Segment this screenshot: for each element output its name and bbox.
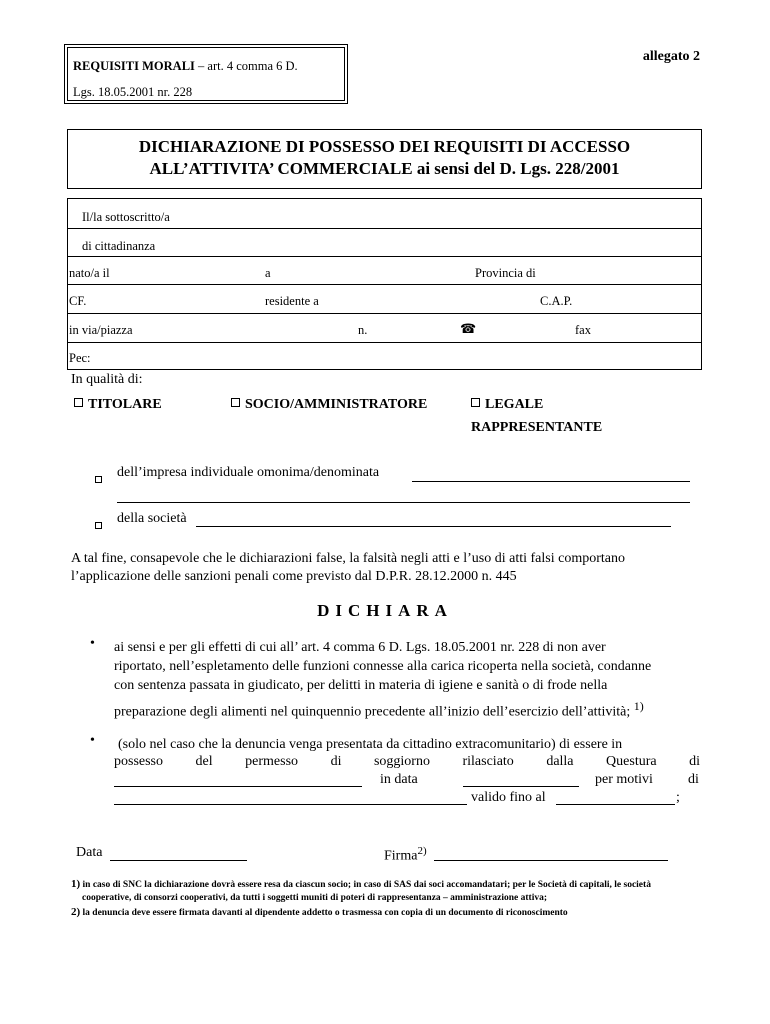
fax-field[interactable]: fax (575, 323, 591, 337)
bullet-icon: • (90, 636, 95, 651)
impresa-label: dell’impresa individuale omonima/denominata (117, 465, 380, 480)
page-title: DICHIARAZIONE DI POSSESSO DEI REQUISITI DI ACCESSO ALL’ATTIVITA’ COMMERCIALE ai sensi del D. Lgs. 228/2001 (138, 137, 631, 178)
qualita-label: In qualità di: (71, 372, 143, 387)
consapevole-line2: l’applicazione delle sanzioni penali come previsto dal D.P.R. 28.12.2000 n. 445 (71, 569, 517, 584)
checkbox-icon (95, 522, 102, 529)
socio-checkbox[interactable]: SOCIO/AMMINISTRATORE (231, 397, 427, 413)
legale-checkbox-label2: RAPPRESENTANTE (471, 420, 603, 435)
requisiti-line1: REQUISITI MORALI – art. 4 comma 6 D. (73, 59, 298, 73)
firma-line[interactable] (434, 860, 668, 861)
requisiti-box (64, 44, 348, 104)
checkbox-icon (471, 398, 480, 407)
bullet2-l1: (solo nel caso che la denuncia venga presentata da cittadino extracomunitario) di essere in (118, 737, 623, 752)
title-box (67, 129, 702, 189)
bullet2-l2: possesso del permesso di soggiorno rilasciato dalla Questura di (114, 754, 700, 769)
bullet1-l4: preparazione degli alimenti nel quinquennio precedente all’inizio dell’esercizio dell’attività; $^{1)}$ (114, 699, 644, 720)
numero-field[interactable]: n. (358, 323, 368, 337)
di-label: di (688, 772, 699, 787)
societa-checkbox[interactable] (95, 517, 102, 535)
valido-line[interactable] (556, 804, 675, 805)
via-field[interactable]: in via/piazza (69, 323, 133, 337)
bullet1-l3: con sentenza passata in giudicato, per delitti in materia di igiene e sanità o di frode nella (114, 678, 608, 693)
note-2: 2) la denuncia deve essere firmata davanti al dipendente addetto o trasmessa con copia di un documento di riconoscimento (71, 906, 568, 918)
provincia-field[interactable]: Provincia di (475, 266, 536, 280)
impresa-line[interactable] (412, 481, 690, 482)
cittadinanza-field[interactable]: di cittadinanza (82, 239, 156, 253)
allegato-label: allegato 2 (642, 49, 700, 64)
pec-field[interactable]: Pec: (69, 351, 91, 365)
checkbox-icon (74, 398, 83, 407)
cf-field[interactable]: CF. (69, 294, 87, 308)
luogo-nascita-field[interactable]: a (265, 266, 271, 280)
bullet-icon: • (90, 733, 95, 748)
valido-semicolon: ; (676, 790, 680, 805)
in-data-line[interactable] (463, 786, 579, 787)
per-motivi-label: per motivi (595, 772, 653, 787)
impresa-checkbox[interactable] (95, 471, 102, 489)
note-1-line2: cooperative, di consorzi cooperativi, da tutti i soggetti muniti di poteri di rappresentanza – amministrazione attiva; (82, 893, 548, 903)
nato-field[interactable]: nato/a il (69, 266, 110, 280)
motivi-line[interactable] (114, 804, 467, 805)
titolare-checkbox[interactable]: TITOLARE (74, 397, 162, 413)
firma-label: Firma$^{2)}$ (384, 845, 427, 864)
residente-field[interactable]: residente a (265, 294, 319, 308)
in-data-label: in data (380, 772, 418, 787)
cap-field[interactable]: C.A.P. (540, 294, 573, 308)
sottoscritto-field[interactable]: Il/la sottoscritto/a (82, 210, 170, 224)
valido-label: valido fino al (471, 790, 546, 805)
phone-icon: ☎ (460, 321, 477, 336)
societa-line[interactable] (196, 526, 671, 527)
legale-checkbox[interactable]: LEGALE (471, 397, 543, 413)
consapevole-line1: A tal fine, consapevole che le dichiarazioni false, la falsità negli atti e l’uso di atti falsi comportano (71, 551, 625, 566)
checkbox-icon (231, 398, 240, 407)
note-1: 1) in caso di SNC la dichiarazione dovrà essere resa da ciascun socio; in caso di SAS dai soci accomandatari; per le Società di capitali, le società (71, 878, 651, 890)
impresa-line-2[interactable] (117, 502, 690, 503)
societa-label: della società (117, 511, 187, 526)
bullet1-l2: riportato, nell’espletamento delle funzioni connesse alla carica ricoperta nella società, condanne (114, 659, 652, 674)
checkbox-icon (95, 476, 102, 483)
data-line[interactable] (110, 860, 247, 861)
requisiti-line2: Lgs. 18.05.2001 nr. 228 (73, 85, 193, 99)
questura-line[interactable] (114, 786, 362, 787)
data-label: Data (76, 845, 103, 860)
dichiara-heading: DICHIARA (317, 601, 453, 620)
bullet1-l1: ai sensi e per gli effetti di cui all’ art. 4 comma 6 D. Lgs. 18.05.2001 nr. 228 di non aver (114, 640, 606, 655)
